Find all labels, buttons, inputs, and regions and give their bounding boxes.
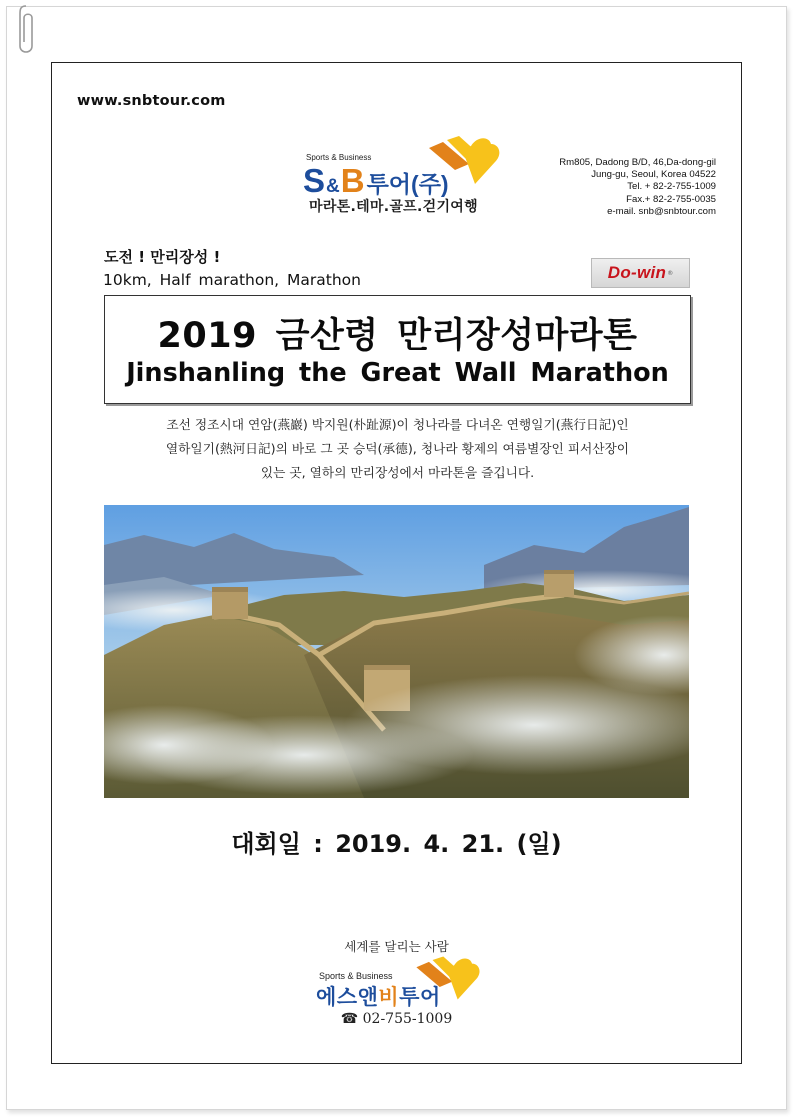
race-distances: 10km, Half marathon, Marathon — [103, 271, 361, 289]
fax: Fax.+ 82-2-755-0035 — [626, 193, 716, 205]
intro-line-2: 열하일기(熱河日記)의 바로 그 곳 승덕(承德), 청나라 황제의 여름별장인 피서산장이 — [165, 441, 630, 456]
footer-phone[interactable]: ☎ 02-755-1009 — [340, 1011, 453, 1027]
logo-brand-name — [303, 162, 449, 200]
intro-line-3: 있는 곳, 열하의 만리장성에서 마라톤을 즐깁니다. — [260, 465, 535, 480]
footer-company-name — [316, 981, 441, 1011]
registered-mark: ® — [667, 269, 674, 277]
address-line-2: Jung-gu, Seoul, Korea 04522 — [591, 169, 716, 181]
brand-letter-b: B — [340, 162, 365, 199]
great-wall-photo — [104, 505, 689, 798]
company-name-part-1: 에스앤 — [316, 985, 379, 1009]
event-date: 대회일 : 2019. 4. 21. (일) — [231, 830, 562, 858]
title-box — [104, 295, 691, 404]
footer-slogan: 세계를 달리는 사람 — [344, 939, 449, 954]
header-company-logo — [303, 134, 503, 218]
intro-line-1: 조선 정조시대 연암(燕巖) 박지원(朴趾源)이 청나라를 다녀온 연행일기(燕行日記)인 — [166, 417, 629, 432]
company-address — [510, 157, 716, 218]
footer-logo-subtitle: Sports & Business — [319, 971, 393, 981]
website-url[interactable]: www.snbtour.com — [77, 93, 226, 109]
address-line-1: Rm805, Dadong B/D, 46,Da-dong-gil — [559, 157, 716, 168]
logo-tagline: 마라톤.테마.골프.걷기여행 — [309, 199, 478, 215]
sponsor-logo — [591, 258, 690, 288]
paperclip-icon — [16, 2, 36, 58]
email[interactable]: e-mail. snb@snbtour.com — [607, 205, 716, 217]
title-korean: 2019 금산령 만리장성마라톤 — [157, 316, 638, 356]
logo-subtitle: Sports & Business — [306, 153, 372, 162]
brand-korean: 투어(주) — [366, 171, 449, 197]
title-english: Jinshanling the Great Wall Marathon — [126, 358, 669, 388]
brand-letter-s: S — [303, 162, 326, 199]
intro-paragraph — [104, 413, 691, 485]
telephone: Tel. + 82-2-755-1009 — [627, 181, 716, 193]
sponsor-name: Do-win — [607, 263, 667, 282]
company-name-part-3: 투어 — [399, 985, 441, 1009]
brand-ampersand: & — [326, 176, 340, 197]
company-name-part-2: 비 — [378, 985, 400, 1009]
footer-company-logo — [311, 954, 491, 1014]
challenge-heading: 도전 ! 만리장성 ! — [104, 248, 221, 266]
